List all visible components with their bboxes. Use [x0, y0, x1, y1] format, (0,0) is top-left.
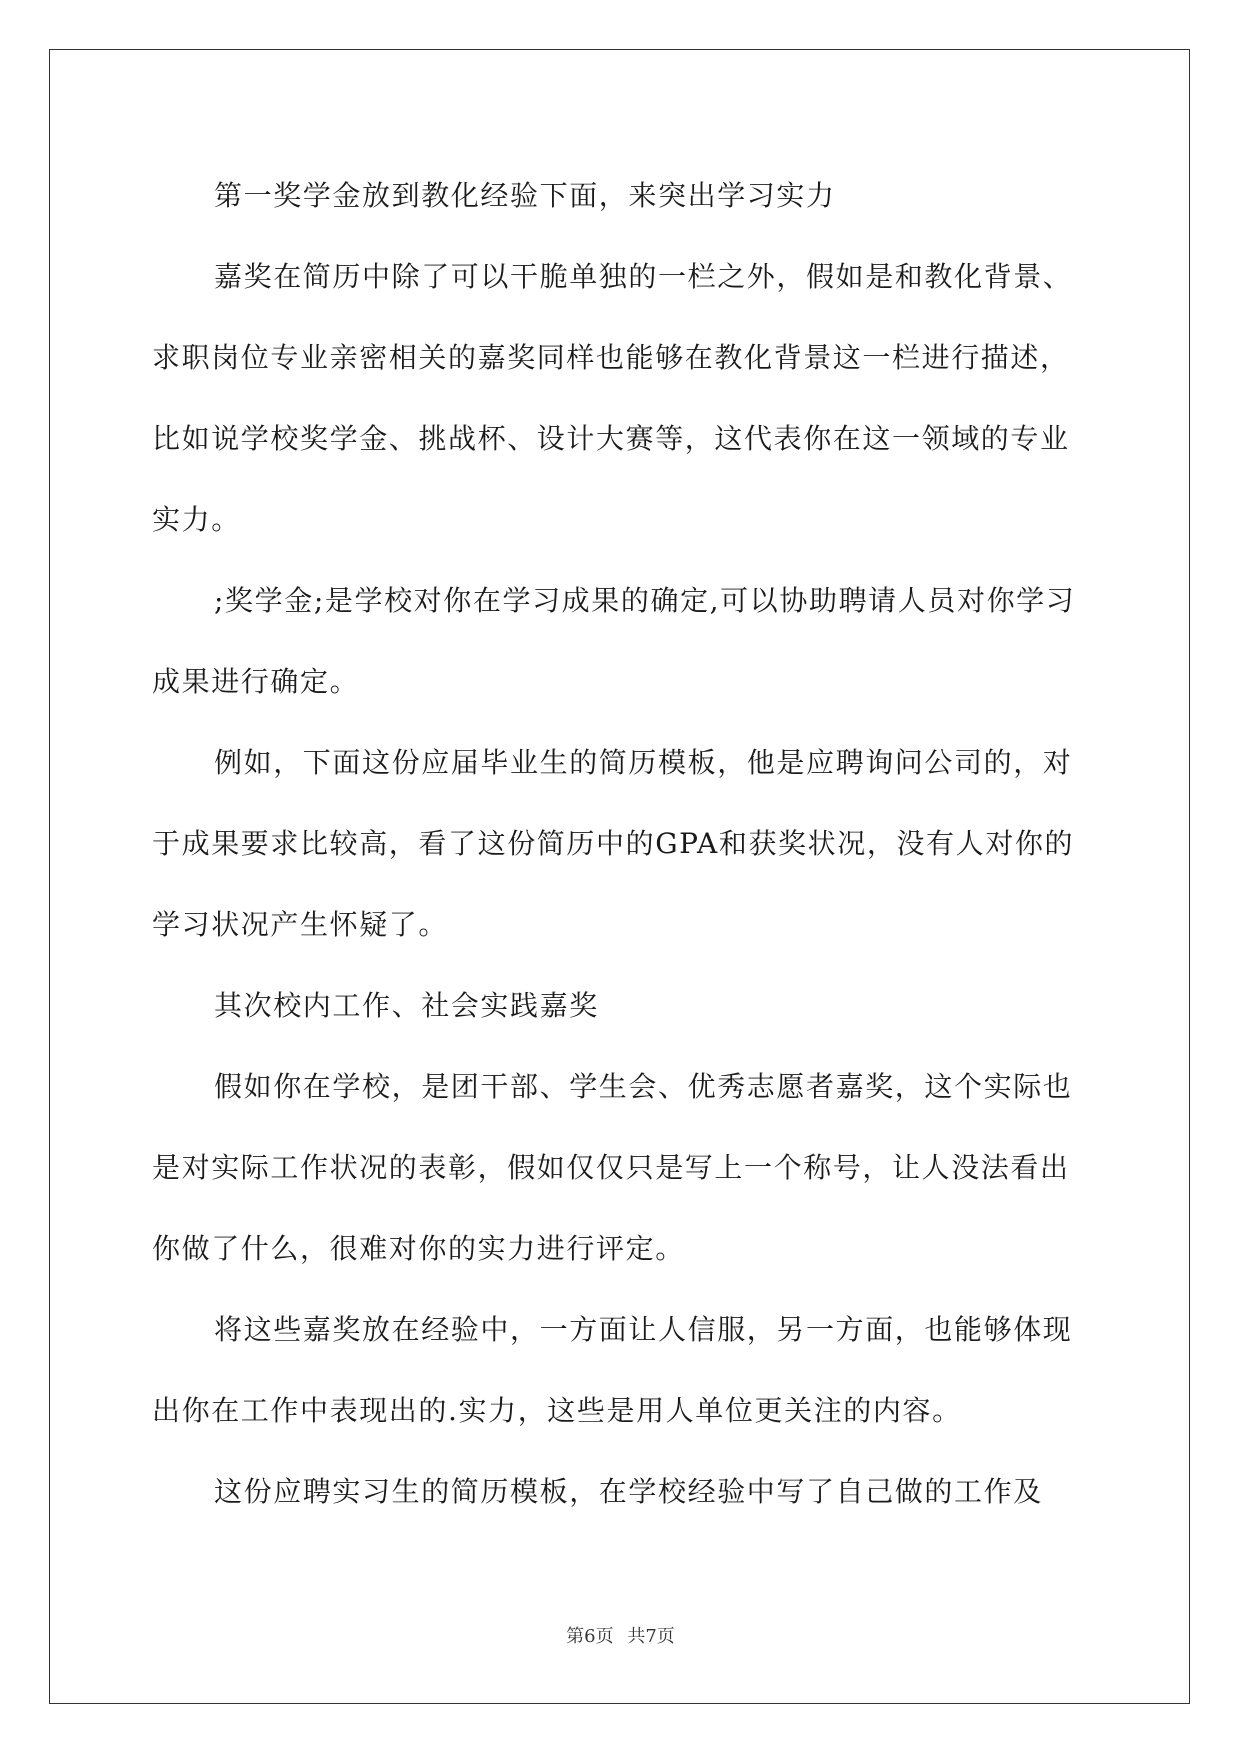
page-footer — [0, 1622, 1241, 1648]
page-number: 第6页 — [566, 1626, 614, 1647]
paragraph: 其次校内工作、社会实践嘉奖 — [214, 989, 599, 1022]
paragraph: 将这些嘉奖放在经验中，一方面让人信服，另一方面，也能够体现出你在工作中表现出的.实力，这些是用人单位更关注的内容。 — [152, 1313, 1073, 1427]
paragraph: 这份应聘实习生的简历模板，在学校经验中写了自己做的工作及 — [214, 1475, 1043, 1508]
document-body — [152, 155, 1092, 1532]
paragraph: 嘉奖在简历中除了可以干脆单独的一栏之外，假如是和教化背景、求职岗位专业亲密相关的嘉奖同样也能够在教化背景这一栏进行描述，比如说学校奖学金、挑战杯、设计大赛等，这代表你在这一领域的专业实力。 — [152, 260, 1073, 536]
page-total: 共7页 — [627, 1626, 675, 1647]
paragraph: ;奖学金;是学校对你在学习成果的确定,可以协助聘请人员对你学习成果进行确定。 — [152, 584, 1076, 698]
paragraph: 第一奖学金放到教化经验下面，来突出学习实力 — [214, 179, 836, 212]
paragraph: 假如你在学校，是团干部、学生会、优秀志愿者嘉奖，这个实际也是对实际工作状况的表彰，假如仅仅只是写上一个称号，让人没法看出你做了什么，很难对你的实力进行评定。 — [152, 1070, 1073, 1265]
paragraph: 例如，下面这份应届毕业生的简历模板，他是应聘询问公司的，对于成果要求比较高，看了这份简历中的GPA和获奖状况，没有人对你的学习状况产生怀疑了。 — [152, 746, 1075, 941]
